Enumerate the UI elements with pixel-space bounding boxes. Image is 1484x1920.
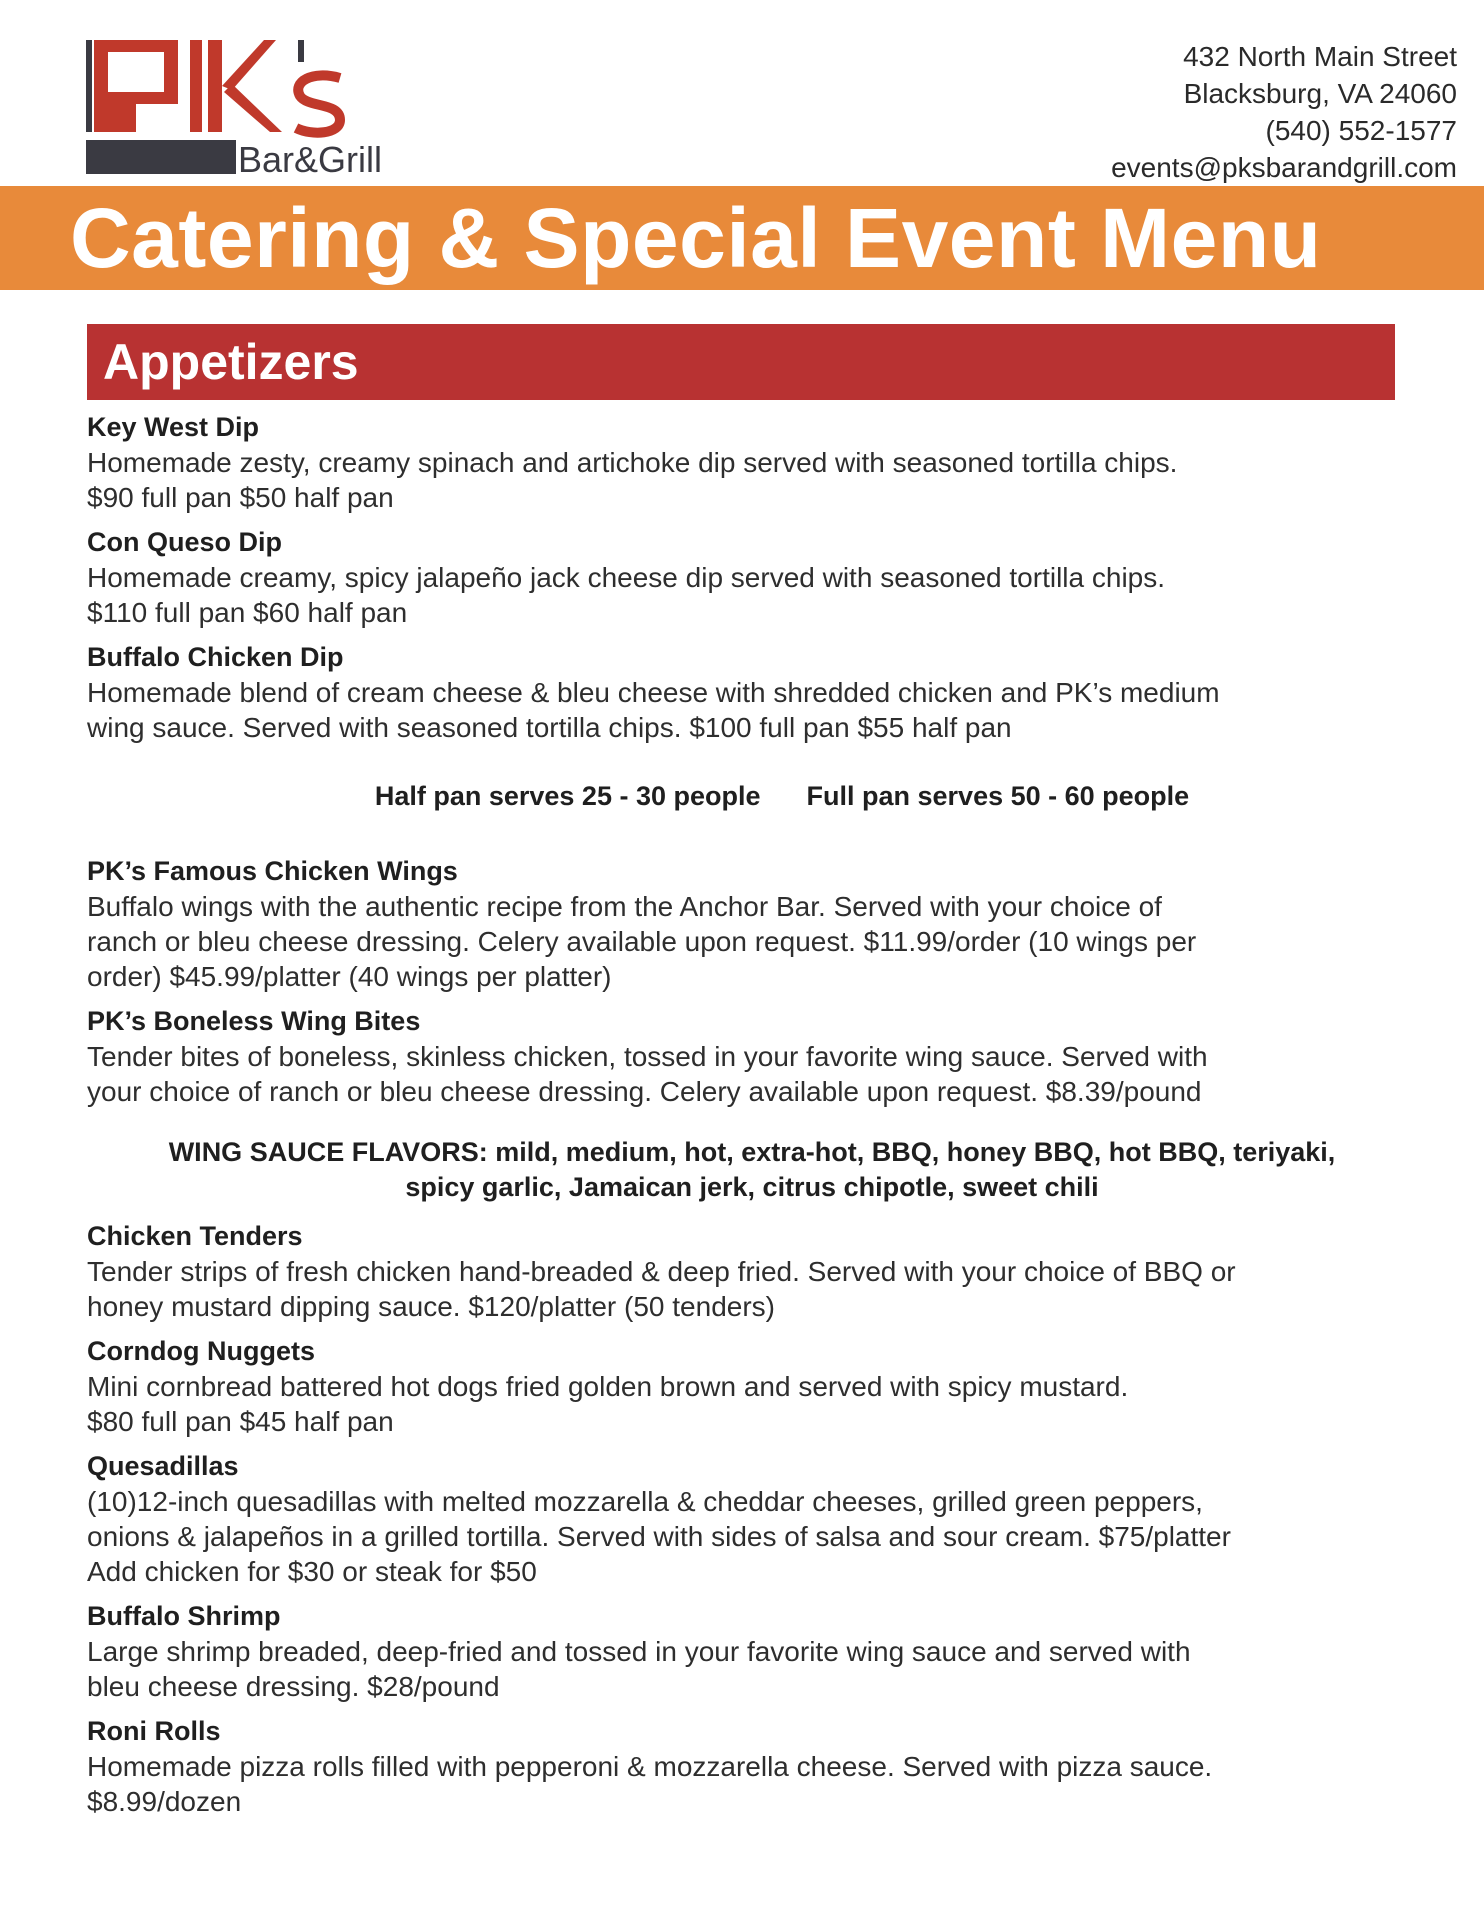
item-name: PK’s Boneless Wing Bites	[87, 1006, 421, 1036]
half-pan-note: Half pan serves 25 - 30 people	[374, 781, 761, 811]
menu-item	[87, 1449, 1417, 1589]
contact-street: 432 North Main Street	[1183, 41, 1457, 72]
item-description-line: (10)12-inch quesadillas with melted mozzarella & cheddar cheeses, grilled green peppers,	[87, 1486, 1203, 1517]
contact-info	[1111, 38, 1457, 186]
item-name: Corndog Nuggets	[87, 1336, 315, 1366]
menu-item	[87, 410, 1417, 515]
menu-item	[87, 1334, 1417, 1439]
title-banner	[0, 186, 1484, 290]
item-description-line: $110 full pan $60 half pan	[87, 597, 408, 628]
item-description-line: Tender strips of fresh chicken hand-breaded & deep fried. Served with your choice of BBQ or	[87, 1256, 1236, 1287]
item-description-line: onions & jalapeños in a grilled tortilla. Served with sides of salsa and sour cream. $75/platter	[87, 1521, 1231, 1552]
item-description-line: Homemade zesty, creamy spinach and artichoke dip served with seasoned tortilla chips.	[87, 447, 1178, 478]
item-name: Key West Dip	[87, 412, 260, 442]
item-description-line: Homemade pizza rolls filled with pepperoni & mozzarella cheese. Served with pizza sauce.	[87, 1751, 1213, 1782]
item-description-line: $90 full pan $50 half pan	[87, 482, 394, 513]
item-description-line: bleu cheese dressing. $28/pound	[87, 1671, 500, 1702]
flavors-line: spicy garlic, Jamaican jerk, citrus chipotle, sweet chili	[405, 1172, 1099, 1202]
section-header	[87, 324, 1395, 400]
menu-item	[87, 640, 1417, 745]
menu-item	[87, 854, 1417, 994]
item-description-line: Large shrimp breaded, deep-fried and tossed in your favorite wing sauce and served with	[87, 1636, 1191, 1667]
item-description-line: Mini cornbread battered hot dogs fried golden brown and served with spicy mustard.	[87, 1371, 1129, 1402]
item-name: Roni Rolls	[87, 1716, 221, 1746]
logo-graphic	[86, 40, 386, 176]
menu-items	[87, 410, 1417, 1829]
item-description-line: your choice of ranch or bleu cheese dressing. Celery available upon request. $8.39/pound	[87, 1076, 1202, 1107]
item-description-line: Tender bites of boneless, skinless chicken, tossed in your favorite wing sauce. Served with	[87, 1041, 1208, 1072]
flavors-line: WING SAUCE FLAVORS: mild, medium, hot, extra-hot, BBQ, honey BBQ, hot BBQ, teriyaki,	[168, 1137, 1336, 1167]
item-description-line: Homemade blend of cream cheese & bleu cheese with shredded chicken and PK’s medium	[87, 677, 1220, 708]
menu-item	[87, 1599, 1417, 1704]
item-name: Buffalo Chicken Dip	[87, 642, 344, 672]
item-description-line: wing sauce. Served with seasoned tortilla chips. $100 full pan $55 half pan	[87, 712, 1012, 743]
item-description-line: Buffalo wings with the authentic recipe from the Anchor Bar. Served with your choice of	[87, 891, 1162, 922]
item-description-line: Add chicken for $30 or steak for $50	[87, 1556, 537, 1587]
wing-sauce-flavors	[87, 1135, 1417, 1205]
logo	[86, 40, 386, 176]
item-name: Chicken Tenders	[87, 1221, 303, 1251]
menu-item	[87, 525, 1417, 630]
serving-note	[87, 779, 1417, 814]
section-title: Appetizers	[103, 334, 359, 390]
item-name: PK’s Famous Chicken Wings	[87, 856, 458, 886]
item-description-line: ranch or bleu cheese dressing. Celery available upon request. $11.99/order (10 wings per	[87, 926, 1197, 957]
page-title: Catering & Special Event Menu	[70, 191, 1322, 285]
menu-item	[87, 1219, 1417, 1324]
item-name: Con Queso Dip	[87, 527, 282, 557]
menu-item	[87, 1004, 1417, 1109]
item-name: Buffalo Shrimp	[87, 1601, 281, 1631]
item-description-line: $8.99/dozen	[87, 1786, 242, 1817]
contact-email: events@pksbarandgrill.com	[1111, 152, 1457, 183]
full-pan-note: Full pan serves 50 - 60 people	[806, 781, 1190, 811]
item-description-line: honey mustard dipping sauce. $120/platter (50 tenders)	[87, 1291, 775, 1322]
svg-text:Bar&Grill: Bar&Grill	[238, 139, 383, 176]
item-description-line: $80 full pan $45 half pan	[87, 1406, 394, 1437]
item-description-line: order) $45.99/platter (40 wings per platter)	[87, 961, 612, 992]
item-description-line: Homemade creamy, spicy jalapeño jack cheese dip served with seasoned tortilla chips.	[87, 562, 1166, 593]
contact-phone: (540) 552-1577	[1265, 115, 1457, 146]
menu-item	[87, 1714, 1417, 1819]
contact-city: Blacksburg, VA 24060	[1183, 78, 1457, 109]
item-name: Quesadillas	[87, 1451, 239, 1481]
